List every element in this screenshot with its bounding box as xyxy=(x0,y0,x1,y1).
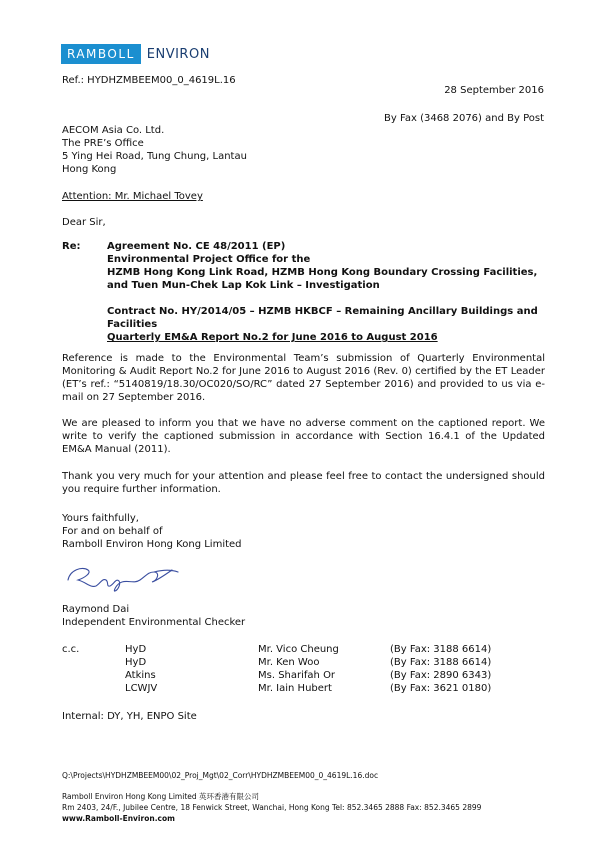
contract-line: Contract No. HY/2014/05 – HZMB HKBCF – Remaining Ancillary Buildings and xyxy=(107,306,538,317)
company-logo xyxy=(61,44,210,64)
address-line: The PRE’s Office xyxy=(62,138,144,149)
cc-fax: (By Fax: 3188 6614) xyxy=(390,657,492,668)
closing-line: Yours faithfully, xyxy=(62,513,139,524)
report-title: Quarterly EM&A Report No.2 for June 2016 to August 2016 xyxy=(107,332,438,343)
logo-word: ENVIRON xyxy=(146,46,210,62)
internal-distribution: Internal: DY, YH, ENPO Site xyxy=(62,711,197,722)
closing-line: For and on behalf of xyxy=(62,526,163,537)
cc-org: HyD xyxy=(125,657,147,668)
salutation: Dear Sir, xyxy=(62,217,106,228)
body-paragraph-verification: We are pleased to inform you that we have no adverse comment on the captioned report. We write to verify the captioned submission in accordance with Section 16.4.1 of the Updated EM&A Manual (2011). xyxy=(62,418,545,455)
footer-address: Rm 2403, 24/F., Jubilee Centre, 18 Fenwick Street, Wanchai, Hong Kong Tel: 852.3465 2888 Fax: 852.3465 2899 xyxy=(62,803,482,812)
cc-fax: (By Fax: 3621 0180) xyxy=(390,683,492,694)
subject-line: HZMB Hong Kong Link Road, HZMB Hong Kong Boundary Crossing Facilities, xyxy=(107,267,538,278)
signatory-title: Independent Environmental Checker xyxy=(62,617,246,628)
address-line: AECOM Asia Co. Ltd. xyxy=(62,125,165,136)
file-path: Q:\Projects\HYDHZMBEEM00\02_Proj_Mgt\02_Corr\HYDHZMBEEM00_0_4619L.16.doc xyxy=(62,771,379,780)
attention-line: Attention: Mr. Michael Tovey xyxy=(62,191,203,202)
cc-org: HyD xyxy=(125,644,147,655)
cc-org: LCWJV xyxy=(125,683,158,694)
subject-line: Agreement No. CE 48/2011 (EP) xyxy=(107,241,286,252)
letter-date: 28 September 2016 xyxy=(444,85,544,96)
subject-line: and Tuen Mun-Chek Lap Kok Link – Investigation xyxy=(107,280,380,291)
logo-box: RAMBOLL xyxy=(61,44,141,64)
cc-fax: (By Fax: 3188 6614) xyxy=(390,644,492,655)
subject-line: Environmental Project Office for the xyxy=(107,254,311,265)
signatory-name: Raymond Dai xyxy=(62,604,130,615)
body-paragraph-thanks: Thank you very much for your attention and please feel free to contact the undersigned should you require further information. xyxy=(62,471,545,495)
cc-name: Mr. Vico Cheung xyxy=(258,644,339,655)
delivery-method: By Fax (3468 2076) and By Post xyxy=(384,113,544,124)
footer-company: Ramboll Environ Hong Kong Limited 英环香港有限公司 xyxy=(62,792,260,801)
re-label: Re: xyxy=(62,241,81,252)
handwritten-signature xyxy=(62,560,192,594)
cc-label: c.c. xyxy=(62,644,80,655)
closing-block xyxy=(62,512,242,551)
recipient-address xyxy=(62,124,247,176)
cc-name: Ms. Sharifah Or xyxy=(258,670,336,681)
reference-number: Ref.: HYDHZMBEEM00_0_4619L.16 xyxy=(62,75,236,86)
contract-line: Facilities xyxy=(107,319,158,330)
subject-block xyxy=(107,240,538,344)
cc-name: Mr. Iain Hubert xyxy=(258,683,332,694)
address-line: 5 Ying Hei Road, Tung Chung, Lantau xyxy=(62,151,247,162)
cc-name: Mr. Ken Woo xyxy=(258,657,320,668)
footer-website: www.Ramboll-Environ.com xyxy=(62,814,175,823)
closing-line: Ramboll Environ Hong Kong Limited xyxy=(62,539,242,550)
address-line: Hong Kong xyxy=(62,164,117,175)
cc-org: Atkins xyxy=(125,670,156,681)
body-paragraph-reference: Reference is made to the Environmental Team’s submission of Quarterly Environmental Monitoring & Audit Report No.2 for June 2016 to August 2016 (Rev. 0) certified by the ET Leader (ET’s ref.: “5140819/18.30/OC020/SO/RC” dated 27 September 2016) and provided to us via e-mail on 27 September 2016. xyxy=(62,353,545,403)
cc-fax: (By Fax: 2890 6343) xyxy=(390,670,492,681)
